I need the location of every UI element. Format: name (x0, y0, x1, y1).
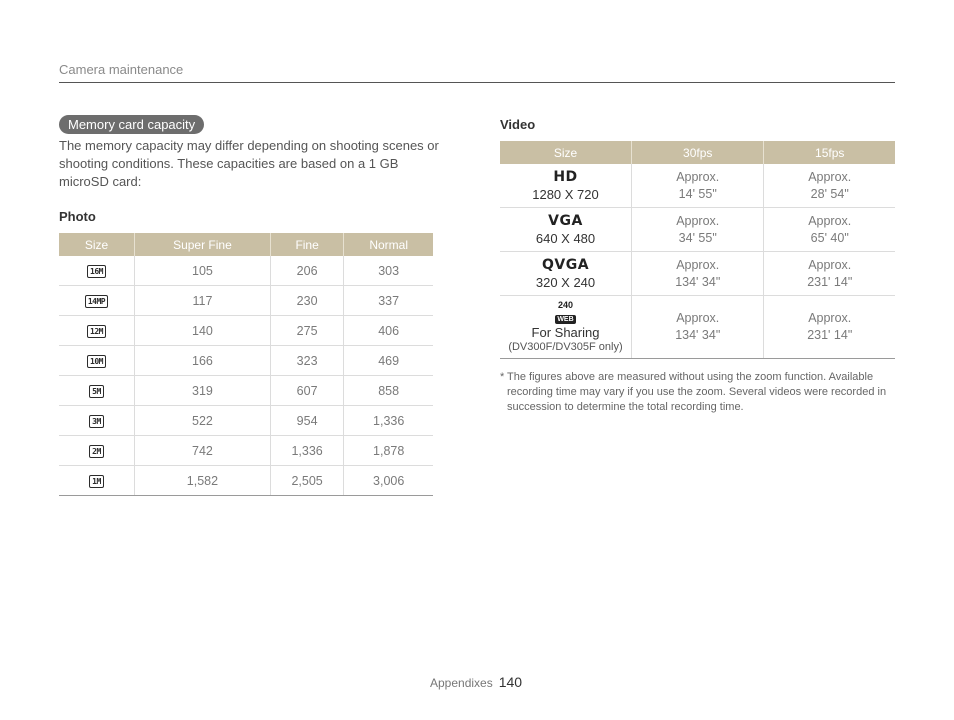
resolution-label: 640 X 480 (535, 230, 596, 246)
approx-label: Approx. (808, 257, 852, 272)
cell-normal: 858 (344, 376, 433, 406)
table-row (59, 346, 433, 376)
cell-super-fine: 117 (135, 286, 271, 316)
resolution-label: 1280 X 720 (532, 186, 599, 202)
sharing-web-icon: WEB (557, 315, 574, 323)
footnote-asterisk: * (500, 371, 505, 383)
vga-icon: VGA (548, 212, 583, 229)
approx-label: Approx. (676, 169, 720, 184)
cell-fine: 323 (270, 346, 343, 376)
resolution-label: For Sharing (531, 324, 600, 340)
approx-label: Approx. (808, 311, 852, 325)
resolution-2m-icon: 2M (89, 445, 104, 458)
models-note: (DV300F/DV305F only) (508, 340, 623, 353)
approx-label: Approx. (676, 257, 720, 272)
table-row (500, 252, 895, 296)
approx-label: Approx. (676, 213, 720, 228)
photo-header-row (59, 233, 433, 256)
approx-label: Approx. (808, 169, 852, 184)
time-15fps: 231' 14" (807, 328, 853, 342)
cell-normal: 337 (344, 286, 433, 316)
time-30fps: 134' 34" (675, 328, 721, 342)
footnote-text: The figures above are measured without using the zoom function. Available recording time may vary if you use the zoom. Several videos were recorded in succession to determine the total recording time. (507, 371, 887, 413)
cell-normal: 1,336 (344, 406, 433, 436)
cell-normal: 303 (344, 256, 433, 286)
photo-col-normal: Normal (344, 233, 433, 256)
cell-super-fine: 742 (135, 436, 271, 466)
photo-capacity-table (59, 233, 433, 496)
page-number: 140 (498, 674, 523, 690)
cell-super-fine: 166 (135, 346, 271, 376)
table-row (59, 376, 433, 406)
section-title: Memory card capacity (59, 115, 204, 134)
cell-normal: 469 (344, 346, 433, 376)
photo-heading: Photo (59, 209, 96, 224)
video-heading: Video (500, 117, 536, 132)
time-30fps: 134' 34" (675, 274, 721, 289)
cell-fine: 607 (270, 376, 343, 406)
cell-super-fine: 1,582 (135, 466, 271, 496)
time-15fps: 231' 14" (807, 274, 853, 289)
resolution-5m-icon: 5M (89, 385, 104, 398)
table-row (59, 436, 433, 466)
photo-col-super-fine: Super Fine (135, 233, 271, 256)
video-capacity-table (500, 141, 895, 359)
video-header-row (500, 141, 895, 164)
resolution-10m-icon: 10M (87, 355, 106, 368)
table-row (500, 208, 895, 252)
cell-super-fine: 140 (135, 316, 271, 346)
qvga-icon: QVGA (541, 256, 590, 273)
table-row (500, 164, 895, 208)
table-row (59, 466, 433, 496)
table-row (59, 256, 433, 286)
time-30fps: 14' 55" (678, 186, 717, 201)
resolution-16m-icon: 16M (87, 265, 106, 278)
resolution-3m-icon: 3M (89, 415, 104, 428)
table-row (59, 286, 433, 316)
approx-label: Approx. (808, 213, 852, 228)
time-15fps: 65' 40" (810, 230, 849, 245)
cell-fine: 954 (270, 406, 343, 436)
photo-col-size: Size (59, 233, 135, 256)
video-col-size: Size (500, 141, 632, 164)
cell-super-fine: 319 (135, 376, 271, 406)
footer-section: Appendixes (430, 676, 493, 690)
photo-col-fine: Fine (270, 233, 343, 256)
cell-fine: 206 (270, 256, 343, 286)
sharing-240-icon: 240 (557, 299, 574, 310)
cell-super-fine: 522 (135, 406, 271, 436)
approx-label: Approx. (676, 311, 720, 325)
header-title: Camera maintenance (59, 62, 184, 77)
intro-paragraph: The memory capacity may differ depending on shooting scenes or shooting conditions. These capacities are based on a 1 GB microSD card: (59, 138, 439, 189)
page-footer (430, 674, 522, 690)
hd-icon: HD (553, 168, 578, 185)
time-30fps: 34' 55" (678, 230, 717, 245)
cell-fine: 2,505 (270, 466, 343, 496)
table-row (59, 316, 433, 346)
cell-normal: 406 (344, 316, 433, 346)
video-col-15fps: 15fps (764, 141, 895, 164)
table-row (500, 296, 895, 359)
resolution-1m-icon: 1M (89, 475, 104, 488)
cell-fine: 1,336 (270, 436, 343, 466)
video-col-30fps: 30fps (632, 141, 764, 164)
cell-normal: 3,006 (344, 466, 433, 496)
video-footnote (500, 370, 900, 415)
cell-fine: 230 (270, 286, 343, 316)
resolution-12m-icon: 12M (87, 325, 106, 338)
cell-super-fine: 105 (135, 256, 271, 286)
header-divider (59, 82, 895, 83)
resolution-label: 320 X 240 (535, 274, 596, 290)
cell-normal: 1,878 (344, 436, 433, 466)
resolution-14mp-icon: 14MP (85, 295, 108, 308)
time-15fps: 28' 54" (810, 186, 849, 201)
cell-fine: 275 (270, 316, 343, 346)
table-row (59, 406, 433, 436)
